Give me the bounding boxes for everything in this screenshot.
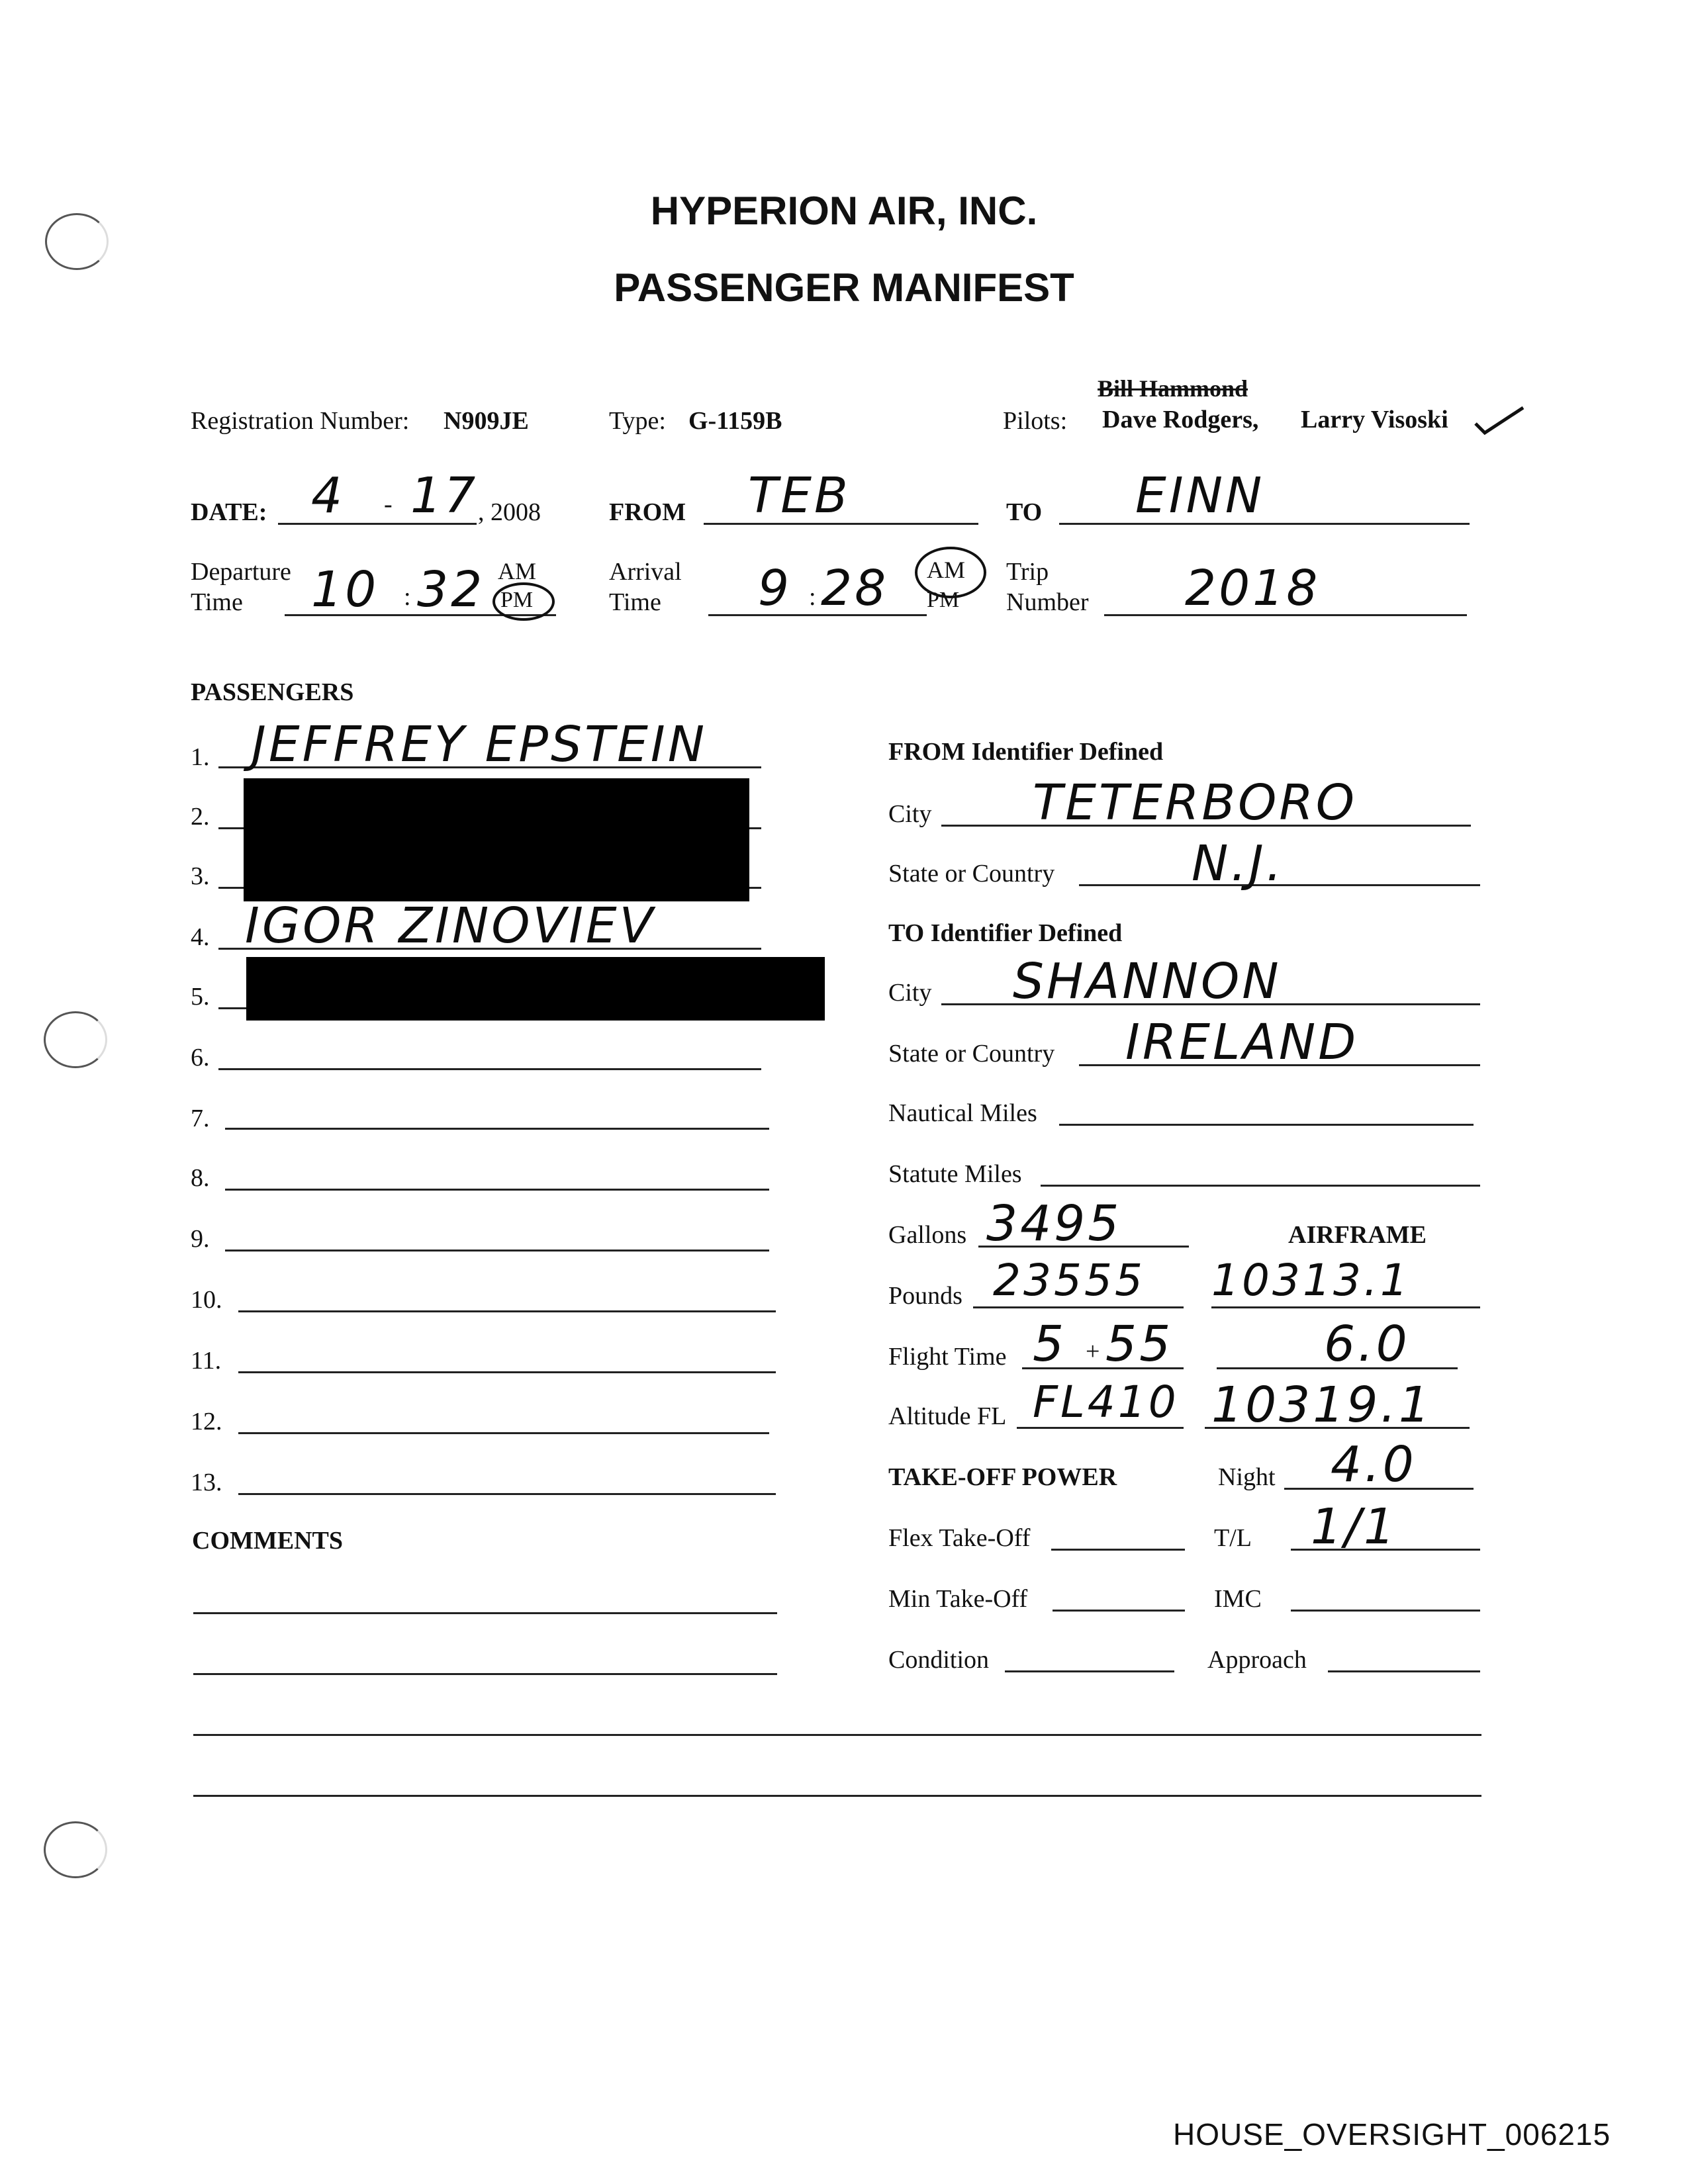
type-label: Type: xyxy=(609,407,666,435)
date-label: DATE: xyxy=(191,498,267,526)
from-value: TEB xyxy=(748,467,851,524)
redaction-block-passenger-5 xyxy=(246,957,825,1021)
date-dash: - xyxy=(384,490,393,518)
trip-label-2: Number xyxy=(1006,588,1089,616)
tl-value: 1/1 xyxy=(1311,1498,1398,1555)
arrival-am: AM xyxy=(927,557,966,583)
departure-minutes: 32 xyxy=(417,561,485,618)
comment-line-2 xyxy=(193,1673,777,1675)
arrival-minutes: 28 xyxy=(821,560,889,617)
to-state-label: State or Country xyxy=(888,1040,1055,1068)
bates-number: HOUSE_OVERSIGHT_006215 xyxy=(1173,2117,1611,2152)
arrival-colon: : xyxy=(809,583,816,611)
passenger-line-7 xyxy=(225,1128,769,1130)
pounds-label: Pounds xyxy=(888,1282,962,1310)
departure-colon: : xyxy=(404,583,411,611)
airframe-start-value: 10313.1 xyxy=(1211,1255,1411,1306)
imc-label: IMC xyxy=(1214,1585,1262,1613)
passenger-num-6: 6. xyxy=(191,1044,210,1071)
arrival-label-2: Time xyxy=(609,588,661,616)
pilots-label: Pilots: xyxy=(1003,407,1068,435)
passenger-line-13 xyxy=(238,1493,776,1495)
passenger-num-5: 5. xyxy=(191,983,210,1011)
from-city-value: TETERBORO xyxy=(1033,774,1358,831)
passenger-line-6 xyxy=(218,1068,761,1070)
from-state-value: N.J. xyxy=(1192,835,1285,892)
passenger-line-10 xyxy=(238,1310,776,1312)
check-mark-icon xyxy=(1473,404,1526,437)
statute-miles-line xyxy=(1041,1185,1480,1187)
form-title: PASSENGER MANIFEST xyxy=(614,265,1074,310)
flex-takeoff-label: Flex Take-Off xyxy=(888,1524,1031,1552)
takeoff-power-label: TAKE-OFF POWER xyxy=(888,1463,1117,1491)
arrival-hours: 9 xyxy=(758,560,792,617)
departure-am: AM xyxy=(498,558,537,584)
pilot-1: Dave Rodgers, xyxy=(1102,406,1259,433)
flight-time-minutes: 55 xyxy=(1105,1316,1174,1373)
gallons-label: Gallons xyxy=(888,1221,967,1249)
flight-time-hours: 5 xyxy=(1033,1316,1067,1373)
from-label: FROM xyxy=(609,498,686,526)
nautical-miles-label: Nautical Miles xyxy=(888,1099,1037,1127)
comments-heading: COMMENTS xyxy=(192,1527,343,1555)
departure-pm-circle xyxy=(492,582,555,621)
passenger-num-2: 2. xyxy=(191,803,210,831)
approach-line xyxy=(1328,1670,1480,1672)
passenger-line-8 xyxy=(225,1189,769,1191)
passengers-heading: PASSENGERS xyxy=(191,678,354,706)
gallons-value: 3495 xyxy=(986,1195,1122,1252)
min-takeoff-label: Min Take-Off xyxy=(888,1585,1028,1613)
passenger-num-3: 3. xyxy=(191,862,210,890)
comment-line-4 xyxy=(193,1795,1481,1797)
comment-line-1 xyxy=(193,1612,777,1614)
passenger-num-1: 1. xyxy=(191,743,210,771)
flight-time-label: Flight Time xyxy=(888,1343,1007,1371)
airframe-label: AIRFRAME xyxy=(1288,1221,1427,1249)
altitude-label: Altitude FL xyxy=(888,1402,1007,1430)
imc-line xyxy=(1291,1610,1480,1612)
departure-label-1: Departure xyxy=(191,558,291,586)
to-state-value: IRELAND xyxy=(1125,1014,1359,1071)
date-day: 17 xyxy=(410,467,479,524)
passenger-line-12 xyxy=(238,1432,769,1434)
flight-time-decimal: 6.0 xyxy=(1324,1316,1410,1373)
passenger-num-12: 12. xyxy=(191,1408,222,1435)
departure-hours: 10 xyxy=(311,561,379,618)
registration-value: N909JE xyxy=(444,407,529,435)
tl-label: T/L xyxy=(1214,1524,1252,1552)
to-label: TO xyxy=(1006,498,1043,526)
date-year: , 2008 xyxy=(478,498,541,526)
arrival-line xyxy=(708,614,927,616)
to-value: EINN xyxy=(1135,467,1265,524)
company-name: HYPERION AIR, INC. xyxy=(650,189,1038,233)
punch-hole-middle xyxy=(44,1011,107,1068)
pounds-line xyxy=(973,1306,1184,1308)
approach-label: Approach xyxy=(1207,1646,1307,1674)
passenger-num-7: 7. xyxy=(191,1105,210,1132)
night-value: 4.0 xyxy=(1331,1436,1417,1493)
to-city-value: SHANNON xyxy=(1013,953,1282,1010)
type-value: G-1159B xyxy=(688,407,782,435)
arrival-pm: PM xyxy=(927,588,960,612)
punch-hole-bottom xyxy=(44,1821,107,1878)
redaction-block-passengers-2-3 xyxy=(244,778,749,901)
from-identifier-heading: FROM Identifier Defined xyxy=(888,738,1164,766)
passenger-num-9: 9. xyxy=(191,1225,210,1253)
departure-pm: PM xyxy=(500,588,534,612)
to-identifier-heading: TO Identifier Defined xyxy=(888,919,1123,947)
date-month: 4 xyxy=(311,467,346,524)
passenger-line-11 xyxy=(238,1371,776,1373)
from-city-label: City xyxy=(888,800,932,828)
departure-label-2: Time xyxy=(191,588,243,616)
comment-line-3 xyxy=(193,1734,1481,1736)
trip-value: 2018 xyxy=(1185,560,1321,617)
airframe-start-line xyxy=(1211,1306,1480,1308)
passenger-num-8: 8. xyxy=(191,1164,210,1192)
pounds-value: 23555 xyxy=(993,1255,1145,1306)
passenger-name-1: JEFFREY EPSTEIN xyxy=(252,716,708,773)
passenger-num-10: 10. xyxy=(191,1286,222,1314)
nautical-miles-line xyxy=(1059,1124,1474,1126)
passenger-name-4: IGOR ZINOVIEV xyxy=(245,897,656,954)
night-label: Night xyxy=(1218,1463,1276,1491)
passenger-line-9 xyxy=(225,1250,769,1251)
min-takeoff-line xyxy=(1053,1610,1185,1612)
statute-miles-label: Statute Miles xyxy=(888,1160,1022,1188)
registration-label: Registration Number: xyxy=(191,407,410,435)
altitude-value: FL410 xyxy=(1033,1377,1179,1428)
pilot-2: Larry Visoski xyxy=(1301,406,1448,433)
struck-pilot: Bill Hammond xyxy=(1098,375,1248,402)
flight-time-separator: + xyxy=(1086,1338,1100,1365)
arrival-label-1: Arrival xyxy=(609,558,682,586)
to-city-label: City xyxy=(888,979,932,1007)
from-state-label: State or Country xyxy=(888,860,1055,887)
condition-line xyxy=(1005,1670,1174,1672)
flex-takeoff-line xyxy=(1051,1549,1185,1551)
passenger-num-4: 4. xyxy=(191,923,210,951)
passenger-num-13: 13. xyxy=(191,1469,222,1496)
airframe-end-value: 10319.1 xyxy=(1211,1377,1433,1433)
trip-label-1: Trip xyxy=(1006,558,1049,586)
passenger-num-11: 11. xyxy=(191,1347,222,1375)
condition-label: Condition xyxy=(888,1646,990,1674)
